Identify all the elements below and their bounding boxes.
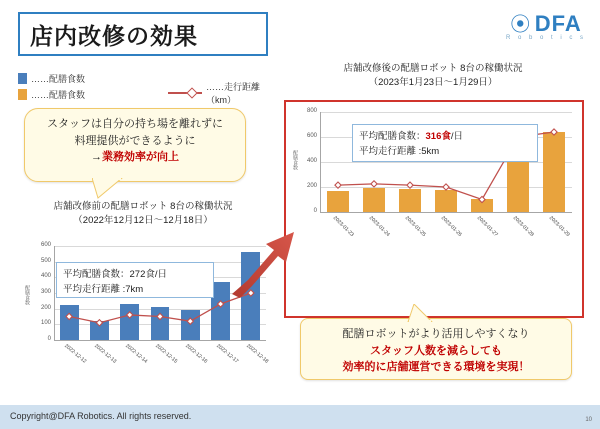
before-chart-ylabel: 配膳食数 [24,285,30,305]
legend-label: ……走行距離（km） [205,82,260,105]
x-axis-tick: 2023-01-24 [367,215,391,239]
y-axis-tick: 400 [40,273,51,280]
after-stat-line2: 平均走行距離 :5km [359,146,440,158]
after-chart-title: 店舗改修後の配膳ロボット 8台の稼働状況 [343,63,523,74]
after-chart-stats [352,124,538,162]
x-axis-tick: 2022-12-15 [154,343,179,365]
y-axis-tick: 100 [40,320,51,327]
x-axis-tick: 2022-12-16 [184,343,209,365]
y-axis-tick: 0 [47,336,51,342]
x-axis-tick: 2023-01-26 [439,215,463,239]
page-title: 店内改修の効果 [30,23,198,49]
legend-line-icon [168,88,202,98]
x-axis-tick: 2023-01-23 [331,215,355,239]
x-axis-tick: 2023-01-25 [403,215,427,239]
transition-arrow-icon [228,228,300,298]
x-axis-tick: 2023-01-28 [511,215,535,239]
x-axis-tick: 2022-12-12 [63,343,88,365]
x-axis-tick: 2022-12-17 [214,343,239,365]
y-axis-tick: 400 [306,158,317,164]
after-chart-ylabel: 配膳食数 [292,150,298,170]
after-chart-subtitle: （2023年1月23日～1月29日） [368,76,498,88]
logo-mark: DFA [534,11,582,36]
callout-bottom-tail [404,304,434,322]
callout-left: スタッフは自分の持ち場を離れずに 料理提供ができるように →業務効率が向上 [24,108,246,182]
legend-label: ……配膳食数 [31,90,86,100]
legend-swatch-icon [18,73,27,84]
before-chart-subtitle: （2022年12月12日～12月18日） [73,214,213,226]
before-chart-stats [56,262,214,298]
before-stat-line2: 平均走行距離 :7km [63,284,144,296]
y-axis-tick: 800 [306,108,317,114]
y-axis-tick: 200 [40,304,51,311]
x-axis-tick: 2022-12-14 [123,343,149,365]
footer-bar [0,405,600,429]
logo-subtext: R o b o t i c s [505,35,586,41]
brand-logo [506,8,586,41]
y-axis-tick: 200 [306,183,317,189]
before-chart-caption [18,200,268,228]
x-axis-tick: 2023-01-27 [475,215,499,239]
before-stat-line1: 平均配膳食数：272食/日 [63,269,168,280]
legend-label: ……配膳食数 [31,74,86,84]
before-chart-title: 店舗改修前の配膳ロボット 8台の稼働状況 [53,201,233,212]
copyright-text: Copyright@DFA Robotics. All rights reserved. [10,411,192,421]
y-axis-tick: 500 [40,257,51,264]
legend [18,72,268,105]
legend-swatch-icon [18,89,27,100]
y-axis-tick: 600 [306,133,317,139]
legend-item-1 [18,88,85,101]
legend-item-2 [168,80,268,106]
legend-item-0 [18,72,85,85]
after-chart-caption [288,62,578,90]
after-stat-line1: 平均配膳食数：316食/日 [359,131,464,142]
x-axis-tick: 2022-12-18 [244,343,270,365]
y-axis-tick: 0 [313,208,317,214]
x-axis-tick: 2022-12-13 [93,343,118,365]
swirl-icon: ⦿ [510,14,531,36]
callout-bottom: 配膳ロボットがより活用しやすくなり スタッフ人数を減らしても 効率的に店舗運営できる環境を実現！ [300,318,572,380]
callout-left-tail [92,178,128,200]
y-axis-tick: 600 [40,242,51,248]
y-axis-tick: 300 [40,289,51,295]
x-axis-tick: 2023-01-29 [547,215,571,239]
page-number: 10 [585,417,592,423]
